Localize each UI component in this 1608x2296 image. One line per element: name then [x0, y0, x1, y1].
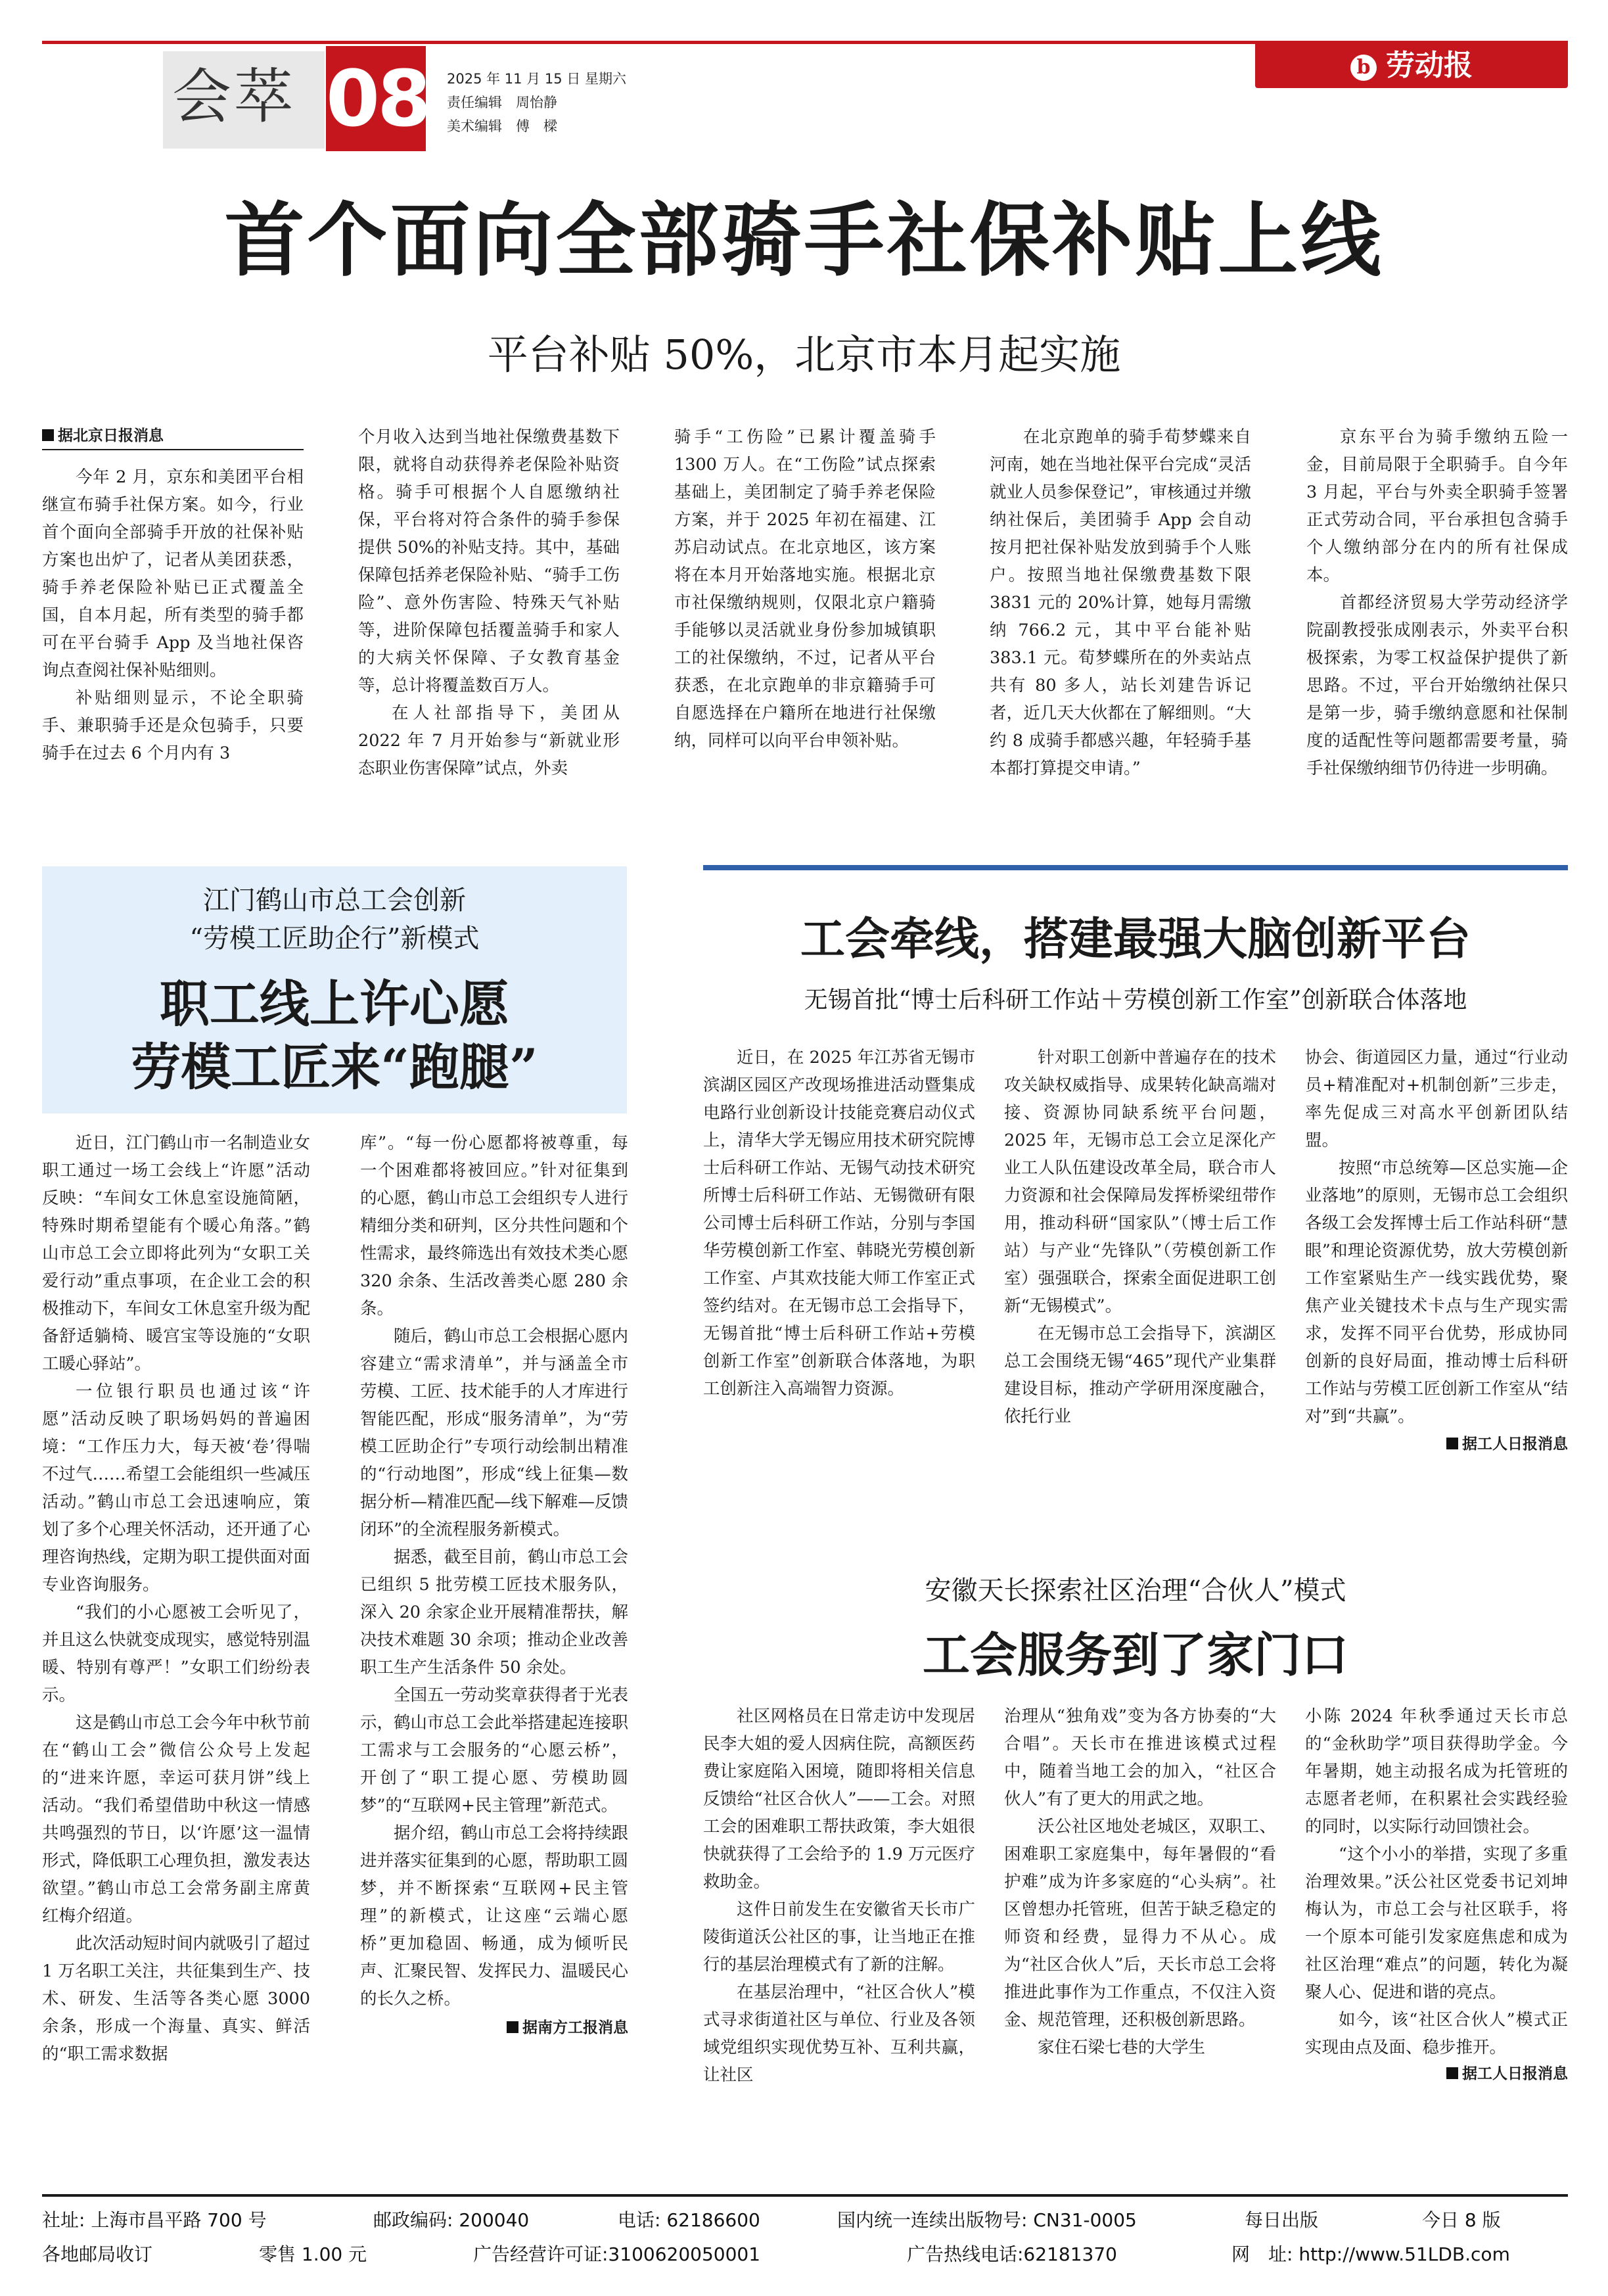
- anhui-paragraph: 治理从“独角戏”变为各方协奏的“大合唱”。天长市在推进该模式过程中，随着当地工会的加入，“社区合伙人”有了更大的用武之地。: [1004, 1706, 1276, 1809]
- jiangmen-paragraph: 据介绍，鹤山市总工会将持续跟进并落实征集到的心愿，帮助职工圆梦，并不断探索“互联网+民主管理”的新模式，让这座“云端心愿桥”更加稳固、畅通，成为倾听民声、汇聚民智、发挥民力、温暖民心的长久之桥。: [360, 1823, 628, 2009]
- lead-column-2: [358, 423, 620, 798]
- lead-paragraph: 首都经济贸易大学劳动经济学院副教授张成刚表示，外卖平台积极探索，为零工权益保护提供了新思路。不过，平台开始缴纳社保只是第一步，骑手缴纳意愿和社保制度的适配性等问题都需要考量，骑手社保缴纳细节仍待进一步明确。: [1306, 593, 1568, 778]
- lead-column-5: [1306, 423, 1568, 798]
- logo-mark-icon: b: [1350, 55, 1377, 81]
- lead-column-1: [42, 423, 304, 798]
- jiangmen-source: 据南方工报消息: [360, 2015, 628, 2037]
- footer-address: 社址: 上海市昌平路 700 号: [42, 2209, 267, 2231]
- anhui-paragraph: 沃公社区地处老城区，双职工、困难职工家庭集中，每年暑假的“看护难”成为许多家庭的“心头病”。社区曾想办托管班，但苦于缺乏稳定的师资和经费，显得力不从心。成为“社区合伙人”后，天长市总工会将推进此事作为工作重点，不仅注入资金、规范管理，还积极创新思路。: [1004, 1817, 1276, 2030]
- jiangmen-paragraph: 全国五一劳动奖章获得者于光表示，鹤山市总工会此举搭建起连接职工需求与工会服务的“心愿云桥”，开创了“职工提心愿、劳模助圆梦”的“互联网+民主管理”新范式。: [360, 1685, 628, 1816]
- anhui-kicker: 安徽天长探索社区治理“合伙人”模式: [925, 1576, 1346, 1606]
- jiangmen-paragraph: 一位银行职员也通过该“许愿”活动反映了职场妈妈的普遍困境：“工作压力大，每天被‘卷’得喘不过气……希望工会能组织一些减压活动。”鹤山市总工会迅速响应，策划了多个心理关怀活动，还开通了心理咨询热线，定期为职工提供面对面专业咨询服务。: [42, 1382, 310, 1595]
- anhui-paragraph: 这件日前发生在安徽省天长市广陵街道沃公社区的事，让当地正在推行的基层治理模式有了新的注解。: [703, 1900, 975, 1975]
- footer-top-rule: [42, 2194, 1568, 2197]
- jiangmen-kicker-line-1: 江门鹤山市总工会创新: [203, 885, 466, 916]
- anhui-title: 工会服务到了家门口: [922, 1627, 1348, 1683]
- wuxi-paragraph: 在无锡市总工会指导下，滨湖区总工会围绕无锡“465”现代产业集群建设目标，推动产学研用深度融合，依托行业: [1004, 1324, 1276, 1426]
- anhui-paragraph: “这个小小的举措，实现了多重治理效果。”沃公社区党委书记刘坤梅认为，市总工会与社区联手，将一个原本可能引发家庭焦虑和成为社区治理“难点”的问题，转化为凝聚人心、促进和谐的亮点。: [1305, 1844, 1568, 2002]
- wuxi-title: 工会牵线，搭建最强大脑创新平台: [800, 913, 1471, 966]
- editor-credit: 责任编辑 周怡静: [447, 95, 557, 110]
- lead-paragraph: 骑手“工伤险”已累计覆盖骑手 1300 万人。在“工伤险”试点探索基础上，美团制定了骑手养老保险方案，并于 2025 年初在福建、江苏启动试点。在北京地区，该方案将在本月开始落地实施。根据北京市社保缴纳规则，仅限北京户籍骑手能够以灵活就业身份参加城镇职工的社保缴纳，不过，记者从平台获悉，在北京跑单的非京籍骑手可自愿选择在户籍所在地进行社保缴纳，同样可以向平台申领补贴。: [674, 427, 936, 751]
- footer-pages: 今日 8 版: [1422, 2209, 1501, 2231]
- footer-ad-hotline: 广告热线电话:62181370: [907, 2243, 1117, 2265]
- section-name: 会萃: [172, 62, 296, 131]
- anhui-column-1: [703, 1702, 975, 2252]
- jiangmen-column-1: [42, 1129, 310, 2252]
- jiangmen-kicker-line-2: “劳模工匠助企行”新模式: [189, 924, 480, 954]
- lead-paragraph: 今年 2 月，京东和美团平台相继宣布骑手社保方案。如今，行业首个面向全部骑手开放的社保补贴方案也出炉了，记者从美团获悉，骑手养老保险补贴已正式覆盖全国，自本月起，所有类型的骑手都可在平台骑手 App 及当地社保咨询点查阅社保补贴细则。: [42, 467, 304, 680]
- jiangmen-paragraph: 这是鹤山市总工会今年中秋节前在“鹤山工会”微信公众号上发起的“进来许愿，幸运可获月饼”线上活动。“我们希望借助中秋这一情感共鸣强烈的节日，以‘许愿’这一温情形式，降低职工心理负担，激发表达欲望。”鹤山市总工会常务副主席黄红梅介绍道。: [42, 1713, 310, 1926]
- newspaper-logo: [1255, 43, 1568, 88]
- footer-serial-number: 国内统一连续出版物号: CN31-0005: [837, 2209, 1137, 2231]
- anhui-paragraph: 家住石梁七巷的大学生: [1038, 2038, 1206, 2057]
- jiangmen-title-line-1: 职工线上许心愿: [160, 975, 509, 1033]
- lead-source-rule: [42, 449, 304, 450]
- jiangmen-paragraph: “我们的小心愿被工会听见了，并且这么快就变成现实，感觉特别温暖、特别有尊严！”女职工们纷纷表示。: [42, 1603, 310, 1705]
- anhui-paragraph: 社区网格员在日常走访中发现居民李大姐的爱人因病住院，高额医药费让家庭陷入困境，随即将相关信息反馈给“社区合伙人”——工会。对照工会的困难职工帮扶政策，李大姐很快就获得了工会给予的 1.9 万元医疗救助金。: [703, 1706, 975, 1892]
- footer-postcode: 邮政编码: 200040: [373, 2209, 530, 2231]
- lead-paragraph: 补贴细则显示，不论全职骑手、兼职骑手还是众包骑手，只要骑手在过去 6 个月内有 3: [42, 688, 304, 763]
- lead-paragraph: 在人社部指导下，美团从 2022 年 7 月开始参与“新就业形态职业伤害保障”试点，外卖: [358, 703, 620, 778]
- anhui-paragraph: 在基层治理中，“社区合伙人”模式寻求街道社区与单位、行业及各领域党组织实现优势互补、互利共赢，让社区: [703, 1982, 975, 2085]
- anhui-paragraph: 如今，该“社区合伙人”模式正实现由点及面、稳步推开。: [1305, 2010, 1568, 2057]
- wuxi-paragraph: 协会、街道园区力量，通过“行业动员+精准配对+机制创新”三步走，率先促成三对高水平创新团队结盟。: [1305, 1048, 1568, 1150]
- lead-column-4: [990, 423, 1251, 798]
- wuxi-paragraph: 近日，在 2025 年江苏省无锡市滨湖区园区产改现场推进活动暨集成电路行业创新设计技能竞赛启动仪式上，清华大学无锡应用技术研究院博士后科研工作站、无锡气动技术研究所博士后科研工作站、无锡微研有限公司博士后科研工作站，分别与李国华劳模创新工作室、韩晓光劳模创新工作室、卢其欢技能大师工作室正式签约结对。在无锡市总工会指导下，无锡首批“博士后科研工作站+劳模创新工作室”创新联合体落地，为职工创新注入高端智力资源。: [703, 1048, 975, 1399]
- lead-column-3: [674, 423, 936, 798]
- footer-price: 零售 1.00 元: [259, 2243, 367, 2265]
- wuxi-source: 据工人日报消息: [1305, 1432, 1568, 1453]
- anhui-column-2: [1004, 1702, 1276, 2252]
- wuxi-top-rule: [703, 865, 1568, 870]
- lead-source: 据北京日报消息: [42, 423, 304, 445]
- jiangmen-paragraph: 据悉，截至目前，鹤山市总工会已组织 5 批劳模工匠技术服务队，深入 20 余家企业开展精准帮扶，解决技术难题 30 余项；推动企业改善职工生产生活条件 50 余处。: [360, 1547, 628, 1677]
- logo-text: 劳动报: [1386, 49, 1473, 82]
- wuxi-paragraph: 按照“市总统筹—区总实施—企业落地”的原则，无锡市总工会组织各级工会发挥博士后工作站科研“慧眼”和理论资源优势，放大劳模创新工作室紧贴生产一线实践优势，聚焦产业关键技术卡点与生产现实需求，发挥不同平台优势，形成协同创新的良好局面，推动博士后科研工作站与劳模工匠创新工作室从“结对”到“共赢”。: [1305, 1158, 1568, 1426]
- lead-title: 首个面向全部骑手社保补贴上线: [224, 193, 1384, 287]
- jiangmen-paragraph: 随后，鹤山市总工会根据心愿内容建立“需求清单”，并与涵盖全市劳模、工匠、技术能手的人才库进行智能匹配，形成“服务清单”，为“劳模工匠助企行”专项行动绘制出精准的“行动地图”，形成“线上征集—数据分析—精准匹配—线下解难—反馈闭环”的全流程服务新模式。: [360, 1326, 628, 1539]
- anhui-source: 据工人日报消息: [1305, 2061, 1568, 2083]
- jiangmen-paragraph: 此次活动短时间内就吸引了超过 1 万名职工关注，共征集到生产、技术、研发、生活等各类心愿 3000 余条，形成一个海量、真实、鲜活的“职工需求数据: [42, 1934, 310, 2064]
- footer-website[interactable]: 网 址: http://www.51LDB.com: [1231, 2243, 1510, 2265]
- footer-daily: 每日出版: [1245, 2209, 1319, 2231]
- page-number: 08: [326, 46, 426, 151]
- footer-phone: 电话: 62186600: [618, 2209, 760, 2231]
- anhui-paragraph: 小陈 2024 年秋季通过天长市总的“金秋助学”项目获得助学金。今年暑期，她主动报名成为托管班的志愿者老师，在积累社会实践经验的同时，以实际行动回馈社会。: [1305, 1706, 1568, 1837]
- wuxi-column-2: [1004, 1044, 1276, 1530]
- lead-subtitle: 平台补贴 50%，北京市本月起实施: [487, 331, 1121, 379]
- wuxi-subtitle: 无锡首批“博士后科研工作站＋劳模创新工作室”创新联合体落地: [804, 987, 1467, 1014]
- footer-ad-license: 广告经营许可证:3100620050001: [473, 2243, 761, 2265]
- lead-paragraph: 在北京跑单的骑手荀梦蝶来自河南，她在当地社保平台完成“灵活就业人员参保登记”，审核通过并缴纳社保后，美团骑手 App 会自动按月把社保补贴发放到骑手个人账户。按照当地社保缴费基数下限 3831 元的 20%计算，她每月需缴纳 766.2 元，其中平台能补贴 383.1 元。荀梦蝶所在的外卖站点共有 80 多人，站长刘建告诉记者，近几天大伙都在了解细则。“大约 8 成骑手都感兴趣，年轻骑手基本都打算提交申请。”: [990, 427, 1251, 778]
- art-editor-credit: 美术编辑 傅 樑: [447, 118, 557, 134]
- lead-paragraph: 个月收入达到当地社保缴费基数下限，就将自动获得养老保险补贴资格。骑手可根据个人自愿缴纳社保，平台将对符合条件的骑手参保提供 50%的补贴支持。其中，基础保障包括养老保险补贴、“骑手工伤险”、意外伤害险、特殊天气补贴等，进阶保障包括覆盖骑手和家人的大病关怀保障、子女教育基金等，总计将覆盖数百万人。: [358, 427, 620, 695]
- anhui-column-3: [1305, 1702, 1568, 2252]
- wuxi-paragraph: 针对职工创新中普遍存在的技术攻关缺权威指导、成果转化缺高端对接、资源协同缺系统平台问题，2025 年，无锡市总工会立足深化产业工人队伍建设改革全局，联合市人力资源和社会保障局发挥桥梁纽带作用，推动科研“国家队”（博士后工作站）与产业“先锋队”（劳模创新工作室）强强联合，探索全面促进职工创新“无锡模式”。: [1004, 1048, 1276, 1316]
- wuxi-column-3: [1305, 1044, 1568, 1530]
- jiangmen-paragraph: 近日，江门鹤山市一名制造业女职工通过一场工会线上“许愿”活动反映：“车间女工休息室设施简陋，特殊时期希望能有个暖心角落。”鹤山市总工会立即将此列为“女职工关爱行动”重点事项，在企业工会的积极推动下，车间女工休息室升级为配备舒适躺椅、暖宫宝等设施的“女职工暖心驿站”。: [42, 1133, 310, 1374]
- jiangmen-column-2: [360, 1129, 628, 2252]
- issue-date: 2025 年 11 月 15 日 星期六: [447, 71, 626, 87]
- footer-subscription: 各地邮局收订: [42, 2243, 153, 2265]
- lead-paragraph: 京东平台为骑手缴纳五险一金，目前局限于全职骑手。自今年 3 月起，平台与外卖全职骑手签署正式劳动合同，平台承担包含骑手个人缴纳部分在内的所有社保成本。: [1306, 427, 1568, 585]
- jiangmen-paragraph: 库”。“每一份心愿都将被尊重，每一个困难都将被回应。”针对征集到的心愿，鹤山市总工会组织专人进行精细分类和研判，区分共性问题和个性需求，最终筛选出有效技术类心愿 320 余条、生活改善类心愿 280 余条。: [360, 1133, 628, 1319]
- jiangmen-title-line-2: 劳模工匠来“跑腿”: [131, 1038, 538, 1096]
- wuxi-column-1: [703, 1044, 975, 1530]
